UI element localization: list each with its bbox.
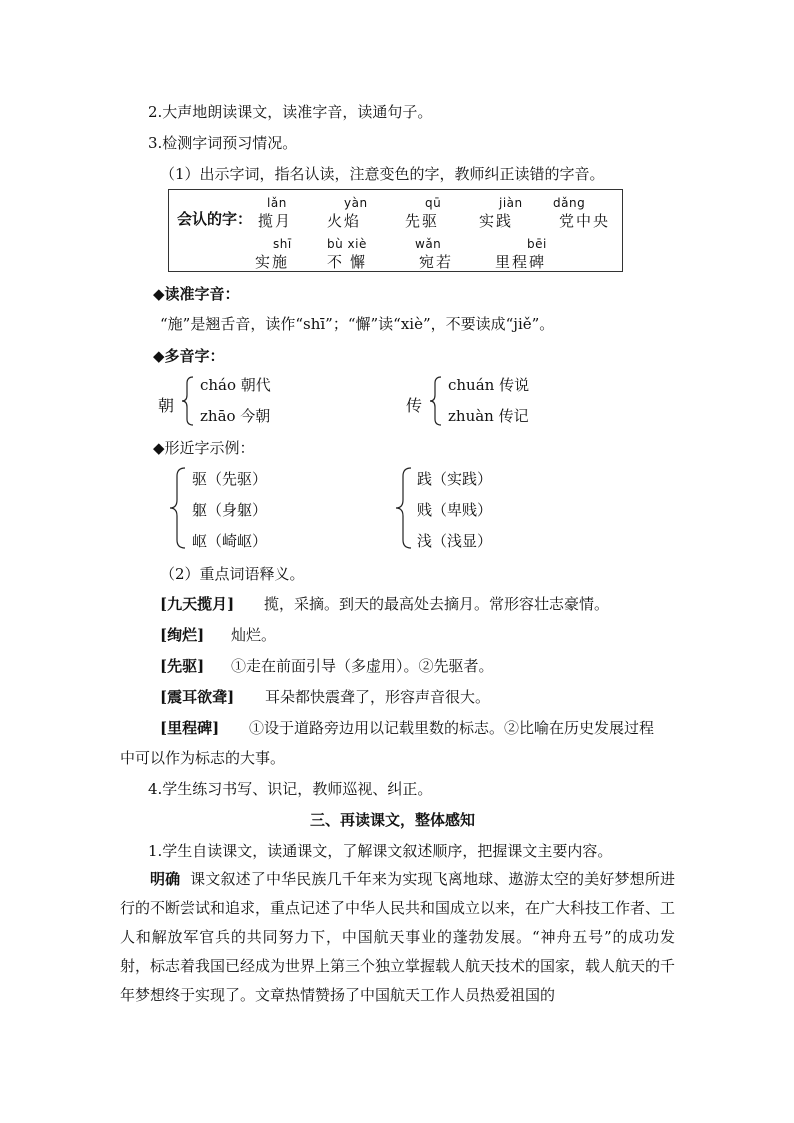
pinyin: jiàn [499, 196, 523, 210]
vocab-label: 会认的字： [177, 210, 253, 228]
pinyin: dǎng [553, 196, 586, 210]
def-text: ①设于道路旁边用以记载里数的标志。②比喻在历史发展过程 [249, 719, 655, 737]
def-term: [九天揽月] [160, 595, 235, 613]
vocab-word: 里程碑 [495, 253, 547, 271]
def-text: 揽，采摘。到天的最高处去摘月。常形容壮志豪情。 [264, 595, 610, 613]
vocab-word: 火焰 [327, 212, 362, 230]
poly-item: zhuàn 传记 [448, 407, 529, 425]
vocab-word: 党中央 [559, 212, 611, 230]
def-term: [震耳欲聋] [160, 688, 235, 706]
vocab-word: 实施 [255, 253, 290, 271]
similar-item: 贱（卑贱） [417, 501, 493, 519]
step-3: 3.检测字词预习情况。 [148, 134, 298, 152]
def-text: ①走在前面引导（多虚用）。②先驱者。 [231, 657, 494, 675]
pinyin: shī [273, 237, 292, 251]
step-3-2: （2）重点词语释义。 [160, 565, 305, 583]
def-text-cont: 中可以作为标志的大事。 [120, 749, 286, 767]
poly-item: cháo 朝代 [200, 376, 271, 394]
pron-text: “施”是翘舌音，读作“shī”；“懈”读“xiè”，不要读成“jiě”。 [160, 315, 555, 333]
pinyin: yàn [344, 196, 368, 210]
poly-char: 朝 [158, 396, 175, 415]
step-3-1: （1）出示字词，指名认读，注意变色的字，教师纠正读错的字音。 [160, 165, 605, 183]
clarify-paragraph [120, 865, 675, 1010]
pinyin: wǎn [415, 237, 442, 251]
similar-item: 岖（崎岖） [192, 532, 268, 550]
clarify-text: 课文叙述了中华民族几千年来为实现飞离地球、遨游太空的美好梦想所进行的不断尝试和追求，重点记述了中华人民共和国成立以来，在广大科技工作者、工人和解放军官兵的共同努力下，中国航天事业的蓬勃发展。“神舟五号”的成功发射，标志着我国已经成为世界上第三个独立掌握载人航天技术的国家，载人航天的千年梦想终于实现了。文章热情赞扬了中国航天工作人员热爱祖国的 [120, 870, 676, 1004]
vocab-word: 先驱 [405, 212, 440, 230]
poly-item: zhāo 今朝 [200, 407, 271, 425]
def-text: 耳朵都快震聋了，形容声音很大。 [265, 688, 491, 706]
def-term: [绚烂] [160, 626, 205, 644]
pinyin: qū [425, 196, 442, 210]
similar-item: 驱（先驱） [192, 470, 268, 488]
poly-char: 传 [406, 396, 423, 415]
vocab-word: 实践 [479, 212, 514, 230]
poly-item: chuán 传说 [448, 376, 530, 394]
section-heading: 三、再读课文，整体感知 [310, 811, 476, 829]
brace-icon [394, 466, 414, 550]
vocab-word: 不懈 [327, 253, 374, 271]
brace-icon [180, 375, 196, 427]
clarify-head: 明确 [150, 870, 181, 888]
similar-head: ◆形近字示例： [153, 439, 255, 457]
reread-step-1: 1.学生自读课文，读通课文，了解课文叙述顺序，把握课文主要内容。 [148, 842, 613, 860]
similar-item: 践（实践） [417, 470, 493, 488]
def-term: [先驱] [160, 657, 205, 675]
pinyin: bēi [527, 237, 547, 251]
pinyin: lǎn [267, 196, 287, 210]
vocab-box [168, 189, 623, 272]
pron-head: ◆读准字音： [153, 285, 240, 303]
brace-icon [428, 375, 444, 427]
similar-item: 躯（身躯） [192, 501, 268, 519]
step-4: 4.学生练习书写、识记，教师巡视、纠正。 [148, 780, 433, 798]
def-term: [里程碑] [160, 719, 220, 737]
poly-head: ◆多音字： [153, 347, 225, 365]
similar-item: 浅（浅显） [417, 532, 493, 550]
pinyin: bù xiè [327, 237, 367, 251]
brace-icon [168, 466, 188, 550]
def-text: 灿烂。 [231, 626, 277, 644]
step-2: 2.大声地朗读课文，读准字音，读通句子。 [148, 103, 433, 121]
vocab-word: 宛若 [419, 253, 454, 271]
vocab-word: 揽月 [258, 212, 293, 230]
